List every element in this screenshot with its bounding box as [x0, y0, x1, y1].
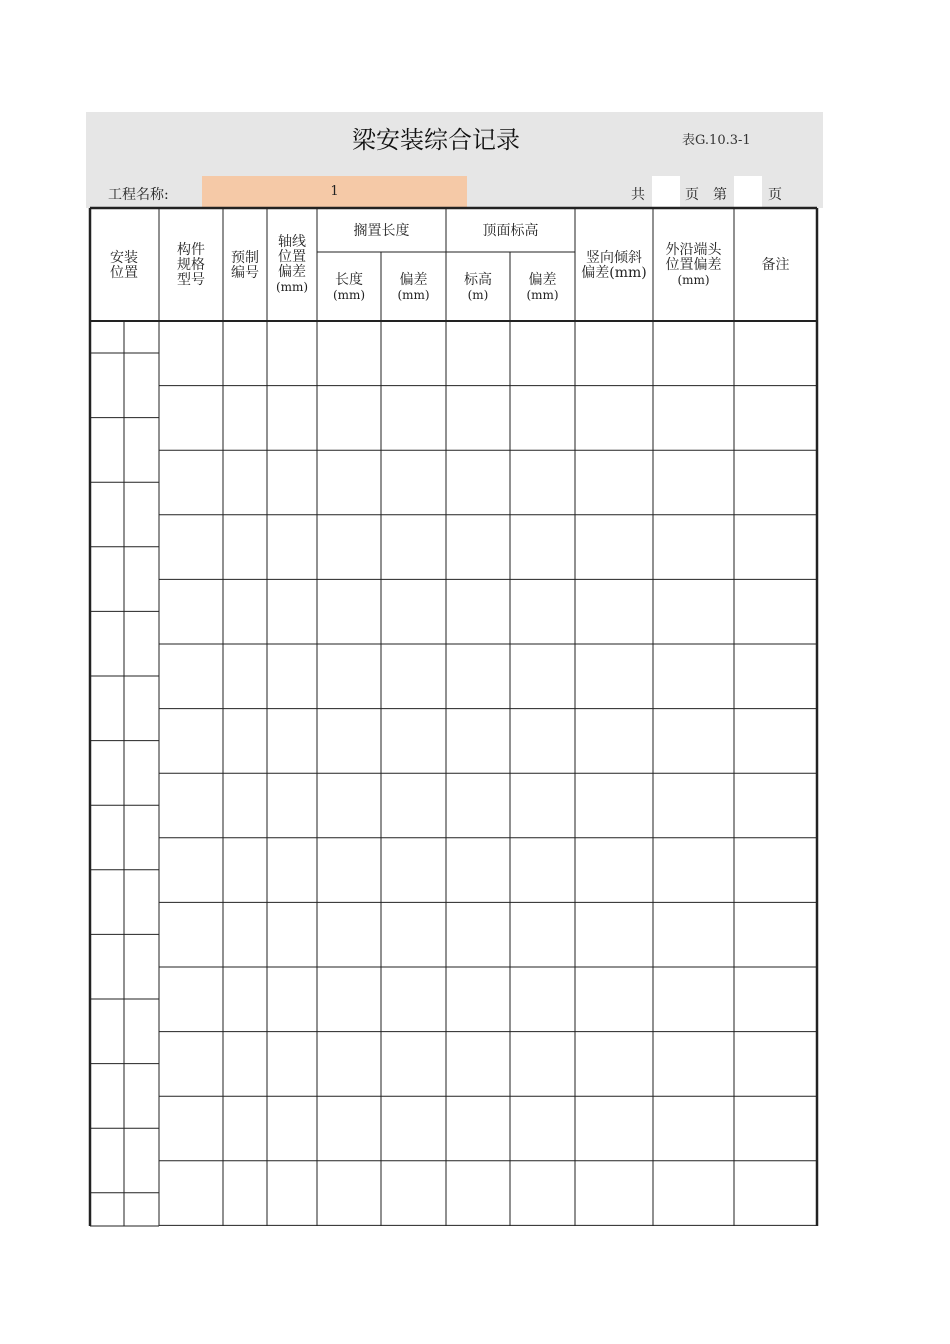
table-cell[interactable]: [734, 579, 817, 644]
table-cell[interactable]: [653, 1032, 734, 1097]
table-cell[interactable]: [575, 709, 653, 774]
table-cell[interactable]: [734, 1096, 817, 1161]
table-cell[interactable]: [317, 1161, 381, 1226]
table-cell[interactable]: [381, 773, 446, 838]
table-cell[interactable]: [446, 1032, 510, 1097]
table-cell[interactable]: [510, 1032, 575, 1097]
header-install-position: 安装 位置: [110, 250, 138, 281]
table-cell[interactable]: [267, 1032, 317, 1097]
project-name-label: 工程名称:: [108, 187, 169, 203]
table-cell[interactable]: [510, 321, 575, 386]
table-cell[interactable]: [267, 967, 317, 1032]
table-cell[interactable]: [734, 515, 817, 580]
header-precast-no: 预制 编号: [231, 250, 259, 281]
table-cell[interactable]: [267, 902, 317, 967]
table-cell[interactable]: [510, 386, 575, 451]
table-cell[interactable]: [267, 515, 317, 580]
table-cell[interactable]: [446, 902, 510, 967]
table-cell[interactable]: [223, 967, 267, 1032]
table-cell[interactable]: [653, 1161, 734, 1226]
header-remarks: 备注: [761, 257, 790, 273]
table-cell[interactable]: [510, 967, 575, 1032]
table-cell[interactable]: [223, 644, 267, 709]
table-cell[interactable]: [575, 579, 653, 644]
table-cell[interactable]: [317, 450, 381, 515]
table-cell[interactable]: [653, 838, 734, 903]
table-cell[interactable]: [510, 1096, 575, 1161]
table-cell[interactable]: [381, 386, 446, 451]
table-cell[interactable]: [446, 773, 510, 838]
table-cell[interactable]: [575, 773, 653, 838]
table-cell[interactable]: [575, 386, 653, 451]
header-bearing-length-group: 搁置长度: [353, 223, 410, 239]
table-cell[interactable]: [575, 967, 653, 1032]
total-pages-suffix: 页: [685, 187, 699, 203]
header-length-deviation: 偏差 (mm): [397, 272, 430, 302]
table-cell[interactable]: [653, 386, 734, 451]
table-cell[interactable]: [223, 450, 267, 515]
table-cell[interactable]: [653, 321, 734, 386]
table-cell[interactable]: [653, 773, 734, 838]
table-cell[interactable]: [381, 321, 446, 386]
header-top-elevation-group: 顶面标高: [482, 223, 539, 239]
table-cell[interactable]: [159, 902, 223, 967]
table-cell[interactable]: [267, 386, 317, 451]
table-cell[interactable]: [734, 450, 817, 515]
table-cell[interactable]: [575, 450, 653, 515]
table-cell[interactable]: [446, 321, 510, 386]
table-cell[interactable]: [317, 386, 381, 451]
page-title: 梁安装综合记录: [352, 126, 520, 154]
table-cell[interactable]: [317, 579, 381, 644]
table-cell[interactable]: [317, 321, 381, 386]
table-cell[interactable]: [317, 644, 381, 709]
table-cell[interactable]: [223, 321, 267, 386]
table-cell[interactable]: [653, 579, 734, 644]
table-cell[interactable]: [510, 709, 575, 774]
table-cell[interactable]: [575, 1096, 653, 1161]
table-cell[interactable]: [446, 1096, 510, 1161]
table-cell[interactable]: [159, 321, 223, 386]
table-cell[interactable]: [381, 838, 446, 903]
table-cell[interactable]: [734, 386, 817, 451]
table-cell[interactable]: [653, 515, 734, 580]
table-cell[interactable]: [446, 838, 510, 903]
table-cell[interactable]: [159, 1161, 223, 1226]
table-cell[interactable]: [510, 838, 575, 903]
record-sheet: [86, 112, 823, 1228]
total-pages-prefix: 共: [631, 187, 645, 203]
table-cell[interactable]: [159, 450, 223, 515]
table-cell[interactable]: [575, 902, 653, 967]
table-cell[interactable]: [446, 386, 510, 451]
table-cell[interactable]: [510, 1161, 575, 1226]
header-length: 长度 (mm): [332, 272, 366, 302]
table-cell[interactable]: [734, 902, 817, 967]
table-cell[interactable]: [267, 709, 317, 774]
table-cell[interactable]: [223, 773, 267, 838]
table-cell[interactable]: [317, 1032, 381, 1097]
table-cell[interactable]: [381, 967, 446, 1032]
table-cell[interactable]: [653, 902, 734, 967]
table-cell[interactable]: [653, 967, 734, 1032]
table-cell[interactable]: [317, 773, 381, 838]
table-cell[interactable]: [446, 644, 510, 709]
table-cell[interactable]: [381, 902, 446, 967]
table-cell[interactable]: [317, 902, 381, 967]
table-cell[interactable]: [381, 1096, 446, 1161]
table-cell[interactable]: [510, 450, 575, 515]
table-cell[interactable]: [734, 1032, 817, 1097]
table-cell[interactable]: [223, 579, 267, 644]
table-cell[interactable]: [381, 450, 446, 515]
table-cell[interactable]: [446, 515, 510, 580]
table-cell[interactable]: [381, 1032, 446, 1097]
table-cell[interactable]: [159, 386, 223, 451]
table-cell[interactable]: [159, 773, 223, 838]
table-cell[interactable]: [653, 644, 734, 709]
table-cell[interactable]: [446, 450, 510, 515]
table-cell[interactable]: [381, 579, 446, 644]
table-cell[interactable]: [510, 902, 575, 967]
table-cell[interactable]: [381, 709, 446, 774]
table-cell[interactable]: [446, 967, 510, 1032]
table-cell[interactable]: [510, 644, 575, 709]
table-cell[interactable]: [267, 579, 317, 644]
table-cell[interactable]: [267, 773, 317, 838]
header-outer-edge-deviation: 外沿端头 位置偏差 (mm): [665, 242, 722, 287]
table-cell[interactable]: [267, 838, 317, 903]
table-cell[interactable]: [734, 644, 817, 709]
table-cell[interactable]: [381, 1161, 446, 1226]
table-cell[interactable]: [159, 709, 223, 774]
table-cell[interactable]: [510, 515, 575, 580]
table-cell[interactable]: [159, 515, 223, 580]
table-cell[interactable]: [446, 709, 510, 774]
table-cell[interactable]: [734, 321, 817, 386]
header-component-spec: 构件 规格 型号: [177, 242, 205, 288]
current-page-prefix: 第: [713, 187, 727, 203]
table-cell[interactable]: [381, 644, 446, 709]
table-cell[interactable]: [653, 450, 734, 515]
table-cell[interactable]: [159, 1032, 223, 1097]
table-cell[interactable]: [575, 644, 653, 709]
table-cell[interactable]: [446, 1161, 510, 1226]
table-cell[interactable]: [159, 579, 223, 644]
table-cell[interactable]: [575, 1161, 653, 1226]
table-cell[interactable]: [159, 644, 223, 709]
table-cell[interactable]: [223, 1096, 267, 1161]
table-cell[interactable]: [575, 1032, 653, 1097]
table-cell[interactable]: [267, 1161, 317, 1226]
table-cell[interactable]: [267, 321, 317, 386]
table-cell[interactable]: [734, 1161, 817, 1226]
table-cell[interactable]: [223, 838, 267, 903]
form-code: 表G.10.3-1: [682, 133, 751, 148]
table-cell[interactable]: [317, 838, 381, 903]
table-cell[interactable]: [446, 579, 510, 644]
table-cell[interactable]: [510, 579, 575, 644]
table-cell[interactable]: [575, 321, 653, 386]
header-elevation-deviation: 偏差 (mm): [526, 272, 559, 302]
table-cell[interactable]: [267, 450, 317, 515]
table-cell[interactable]: [317, 967, 381, 1032]
table-cell[interactable]: [317, 1096, 381, 1161]
table-cell[interactable]: [734, 773, 817, 838]
table-cell[interactable]: [159, 967, 223, 1032]
table-cell[interactable]: [267, 1096, 317, 1161]
table-cell[interactable]: [653, 1096, 734, 1161]
table-cell[interactable]: [223, 902, 267, 967]
header-axis-deviation: 轴线 位置 偏差 (mm): [275, 234, 309, 294]
header-elevation: 标高 (m): [464, 272, 492, 302]
current-page-suffix: 页: [768, 187, 782, 203]
table-cell[interactable]: [381, 515, 446, 580]
table-cell[interactable]: [223, 515, 267, 580]
table-cell[interactable]: [223, 709, 267, 774]
table-cell[interactable]: [575, 838, 653, 903]
table-cell[interactable]: [734, 709, 817, 774]
table-cell[interactable]: [734, 838, 817, 903]
project-name-field[interactable]: 1: [202, 176, 467, 208]
header-vertical-tilt: 竖向倾斜 偏差(mm): [581, 250, 647, 281]
table-cell[interactable]: [223, 1161, 267, 1226]
table-cell[interactable]: [267, 644, 317, 709]
table-cell[interactable]: [223, 1032, 267, 1097]
table-cell[interactable]: [317, 709, 381, 774]
table-cell[interactable]: [317, 515, 381, 580]
table-cell[interactable]: [510, 773, 575, 838]
table-cell[interactable]: [159, 1096, 223, 1161]
table-cell[interactable]: [223, 386, 267, 451]
table-cell[interactable]: [159, 838, 223, 903]
table-cell[interactable]: [734, 967, 817, 1032]
table-cell[interactable]: [653, 709, 734, 774]
table-cell[interactable]: [575, 515, 653, 580]
